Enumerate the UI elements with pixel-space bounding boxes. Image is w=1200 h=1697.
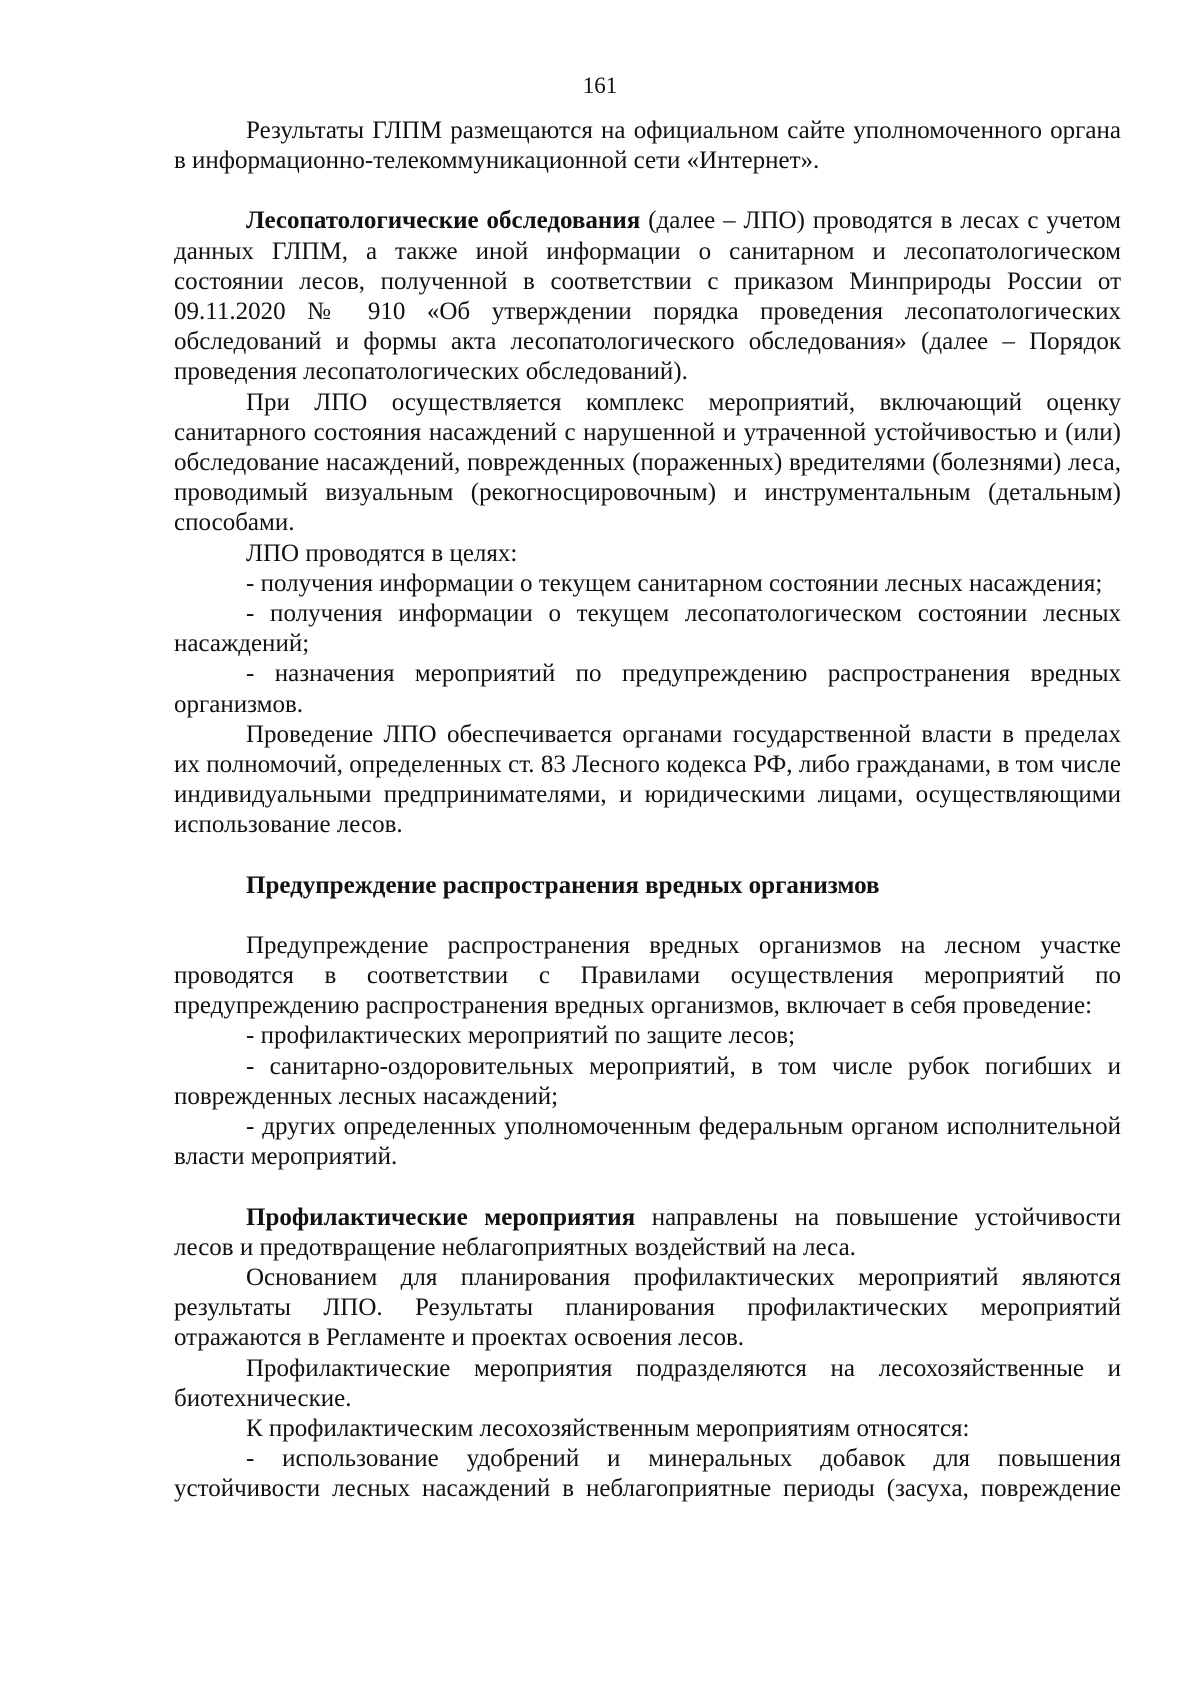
paragraph-preventive-measures-text: направлены на повышение устойчивости лесов и предотвращение неблагоприятных воздействий на леса. (174, 1203, 1121, 1261)
paragraph-lpo-definition (174, 206, 1121, 387)
list-item: - санитарно-оздоровительных мероприятий, в том числе рубок погибших и поврежденных лесных насаждений; (174, 1052, 1121, 1110)
term-preventive-measures: Профилактические мероприятия (246, 1203, 636, 1231)
paragraph-planning-basis: Основанием для планирования профилактических мероприятий являются результаты ЛПО. Результаты планирования профилактических мероприятий отражаются в Регламенте и проектах освоения лесов. (174, 1263, 1121, 1352)
section-heading: Предупреждение распространения вредных организмов (246, 871, 880, 899)
paragraph-glpm-results: Результаты ГЛПМ размещаются на официальном сайте уполномоченного органа в информационно-телекоммуникационной сети «Интернет». (174, 117, 1121, 175)
paragraph-preventive-measures (174, 1203, 1121, 1263)
list-item: - использование удобрений и минеральных добавок для повышения устойчивости лесных насаждений в неблагоприятные периоды (засуха, повреждение (174, 1445, 1121, 1503)
paragraph-lpo-goals: ЛПО проводятся в целях: (246, 539, 518, 567)
paragraph-forestry-measures: К профилактическим лесохозяйственным мероприятиям относятся: (246, 1414, 970, 1442)
list-item: - профилактических мероприятий по защите лесов; (246, 1022, 796, 1050)
list-item: - получения информации о текущем лесопатологическом состоянии лесных насаждений; (174, 600, 1121, 658)
term-lpo: Лесопатологические обследования (246, 207, 641, 235)
document-body (174, 116, 1121, 1505)
page-number: 161 (582, 73, 618, 98)
list-item: - назначения мероприятий по предупреждению распространения вредных организмов. (174, 660, 1121, 718)
spacer (174, 176, 1121, 206)
list-item: - других определенных уполномоченным федеральным органом исполнительной власти мероприятий. (174, 1113, 1121, 1171)
spacer (174, 1173, 1121, 1203)
spacer (174, 901, 1121, 931)
spacer (174, 841, 1121, 871)
paragraph-lpo-activities: При ЛПО осуществляется комплекс мероприятий, включающий оценку санитарного состояния насаждений с нарушенной и утраченной устойчивостью и (или) обследование насаждений, поврежденных (пораженных) вредителями (болезнями) леса, проводимый визуальным (рекогносцировочным) и инструментальным (детальным) способами. (174, 388, 1121, 537)
paragraph-lpo-responsibility: Проведение ЛПО обеспечивается органами государственной власти в пределах их полномочий, определенных ст. 83 Лесного кодекса РФ, либо гражданами, в том числе индивидуальными предпринимателями, и юридическими лицами, осуществляющими использование лесов. (174, 720, 1121, 839)
paragraph-lpo-definition-text: (далее – ЛПО) проводятся в лесах с учетом данных ГЛПМ, а также иной информации о санитарном и лесопатологическом состоянии лесов, полученной в соответствии с приказом Минприроды России от 09.11.2020 № 910 «Об утверждении порядка проведения лесопатологических обследований и формы акта лесопатологического обследования» (далее – Порядок проведения лесопатологических обследований). (174, 207, 1121, 386)
paragraph-measures-types: Профилактические мероприятия подразделяются на лесохозяйственные и биотехнические. (174, 1354, 1121, 1412)
list-item: - получения информации о текущем санитарном состоянии лесных насаждения; (246, 569, 1103, 597)
paragraph-prevention: Предупреждение распространения вредных организмов на лесном участке проводятся в соответствии с Правилами осуществления мероприятий по предупреждению распространения вредных организмов, включает в себя проведение: (174, 931, 1121, 1020)
